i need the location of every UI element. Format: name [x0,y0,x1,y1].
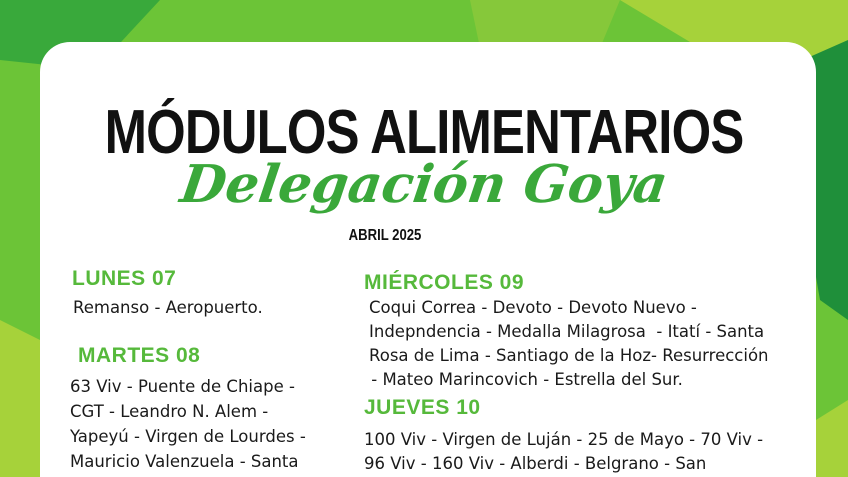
list-item: 100 Viv - Virgen de Luján - 25 de Mayo - 70 Viv - [364,430,764,449]
list-item: 96 Viv - 160 Viv - Alberdi - Belgrano - San [364,454,707,473]
list-item: Coqui Correa - Devoto - Devoto Nuevo - [369,298,697,317]
day-heading-jueves: JUEVES 10 [364,396,481,419]
list-item: Indepndencia - Medalla Milagrosa - Itatí - Santa [369,322,765,341]
list-item: 63 Viv - Puente de Chiape - [70,377,295,396]
list-item: CGT - Leandro N. Alem - [70,402,269,421]
poster-subtitle: Delegación Goya [176,154,672,215]
list-item: Remanso - Aeropuerto. [73,298,263,317]
day-heading-miercoles: MIÉRCOLES 09 [364,271,525,294]
list-item: Yapeyú - Virgen de Lourdes - [70,427,306,446]
list-item: Rosa de Lima - Santiago de la Hoz- Resurrección [369,346,769,365]
day-heading-lunes: LUNES 07 [72,267,177,290]
list-item: - Mateo Marincovich - Estrella del Sur. [366,370,683,389]
poster-title: MÓDULOS ALIMENTARIOS [104,98,744,167]
day-heading-martes: MARTES 08 [78,344,201,367]
poster-date: ABRIL 2025 [348,227,422,244]
list-item: Mauricio Valenzuela - Santa [70,452,299,471]
